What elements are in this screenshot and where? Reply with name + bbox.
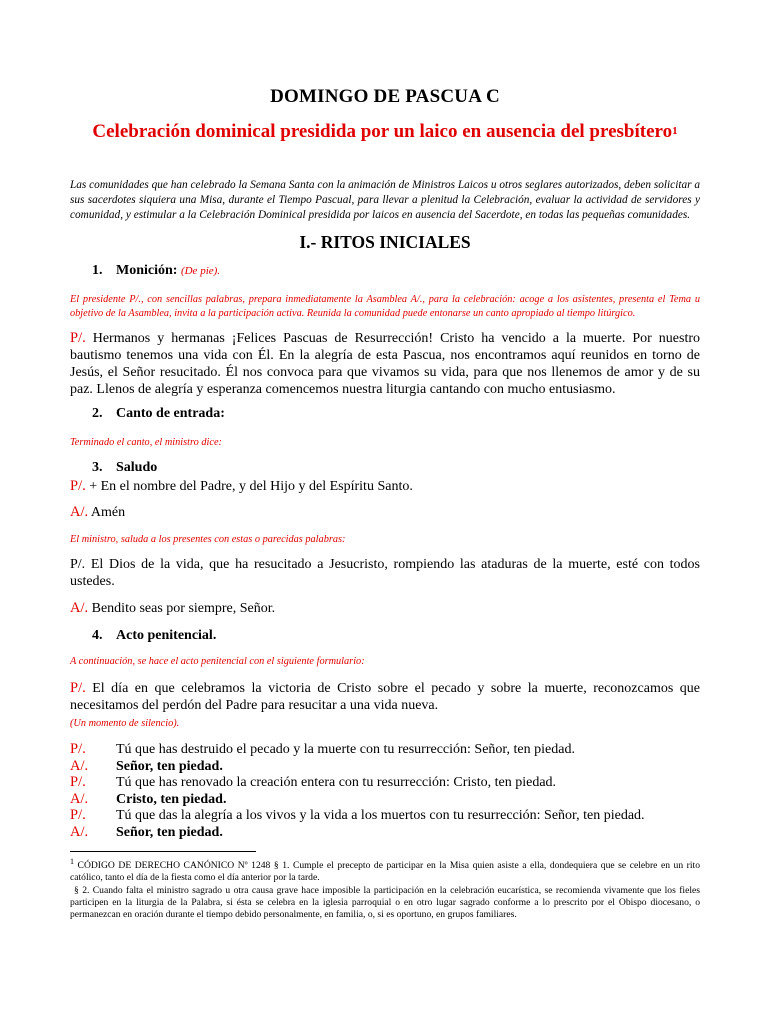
speaker-label: P/. xyxy=(70,741,86,757)
litany-row xyxy=(70,758,700,775)
footnote-paragraph-1 xyxy=(70,856,700,885)
rubric-penitencial: A continuación, se hace el acto penitencial con el siguiente formulario: xyxy=(70,656,365,667)
intro-paragraph: Las comunidades que han celebrado la Semana Santa con la animación de Ministros Laicos u otros seglares autorizados, deben solicitar a sus sacerdotes siquiera una Misa, durante el Tiempo Pascual, para llevar a plenitud la Celebración, evaluar la actividad de servidores y comunidad, y estimular a la Celebración Dominical presidida por laicos en ausencia del Sacerdote, en todas las pequeñas comunidades. xyxy=(70,179,700,221)
speaker-label: P/. xyxy=(70,330,86,346)
footnote-paragraph-2: § 2. Cuando falta el ministro sagrado u otra causa grave hace imposible la participación en la celebración eucarística, se recomienda vivamente que los fieles participen en la liturgia de la Palabra, si ésta se celebra en la iglesia parroquial o en otro lugar sagrado conforme a lo prescrito por el Obispo diocesano, o permanezcan en oración durante el tiempo debido personalmente, en familia, o, si es oportuno, en grupos familiares. xyxy=(70,884,700,921)
item-heading-text: Canto de entrada: xyxy=(116,406,225,421)
litany-response: Señor, ten piedad. xyxy=(116,758,223,774)
litany-text: Tú que has renovado la creación entera con tu resurrección: Cristo, ten piedad. xyxy=(116,775,557,790)
item-heading-colon: : xyxy=(172,263,178,278)
item-heading-text: Saludo xyxy=(116,460,158,475)
item-heading-text: Acto penitencial. xyxy=(116,628,217,643)
footnote-mark: 1 xyxy=(70,857,74,866)
footnote-reference[interactable]: 1 xyxy=(672,125,678,137)
litany-text: Tú que das la alegría a los vivos y la vida a los muertos con tu resurrección: Señor, ten piedad. xyxy=(116,808,645,823)
speaker-label: P/. xyxy=(70,478,86,494)
speaker-label: A/. xyxy=(70,790,89,807)
penitential-litany xyxy=(70,741,700,840)
item-3-heading xyxy=(92,460,157,476)
speaker-label: A/. xyxy=(70,757,89,774)
monicion-text: Hermanos y hermanas ¡Felices Pascuas de Resurrección! Cristo ha vencido a la muerte. Por nuestro bautismo tenemos una vida con Él. En la alegría de esta Pascua, nos encontramos aquí reunidos en torno de Jesús, el Señor resucitado. Él nos convoca para que vivamos su vida, para que nos llenemos de amor y de su paz. Llenos de alegría y esperanza comencemos nuestra liturgia cantando con mucho entusiasmo. xyxy=(70,331,700,397)
speaker-label: A/. xyxy=(70,600,89,616)
litany-row xyxy=(70,791,700,808)
item-number: 4. xyxy=(92,628,103,643)
litany-row xyxy=(70,741,700,758)
saludo-line-2 xyxy=(70,504,700,521)
item-number: 1. xyxy=(92,263,103,278)
footnote xyxy=(70,856,700,922)
saludo-text: + En el nombre del Padre, y del Hijo y del Espíritu Santo. xyxy=(89,479,413,494)
rubric-saludo: El ministro, saluda a los presentes con estas o parecidas palabras: xyxy=(70,534,346,545)
item-note: (De pie). xyxy=(180,265,221,277)
saludo-line-1 xyxy=(70,478,700,495)
silence-rubric: (Un momento de silencio). xyxy=(70,718,180,729)
item-number: 3. xyxy=(92,460,103,475)
item-1-heading xyxy=(92,263,220,279)
litany-row xyxy=(70,824,700,841)
speaker-label: A/. xyxy=(70,823,89,840)
item-2-heading xyxy=(92,406,225,422)
speaker-label: P/. xyxy=(70,680,86,696)
rubric-monicion: El presidente P/., con sencillas palabras, prepara inmediatamente la Asamblea A/., para la celebración: acoge a los asistentes, presenta el Tema u objetivo de la Asamblea, invita a la participación activa. Reunida la comunidad puede entonarse un canto apropiado al tiempo litúrgico. xyxy=(70,294,700,319)
page-subtitle xyxy=(70,120,700,144)
speaker-label: A/. xyxy=(70,504,89,520)
penitencial-text: El día en que celebramos la victoria de Cristo sobre el pecado y sobre la muerte, reconozcamos que necesitamos del perdón del Padre para resucitar a una vida nueva. xyxy=(70,681,701,713)
rubric-canto: Terminado el canto, el ministro dice: xyxy=(70,437,222,448)
item-4-heading xyxy=(92,628,216,644)
footnote-text-1: CÓDIGO DE DERECHO CANÓNICO Nº 1248 § 1. Cumple el precepto de participar en la Misa quien asiste a ella, dondequiera que se celebre en un rito católico, tanto el día de la fiesta como el día anterior por la tarde. xyxy=(70,860,700,884)
section-title: I.- RITOS INICIALES xyxy=(299,232,471,252)
subtitle-text: Celebración dominical presidida por un laico en ausencia del presbítero xyxy=(92,121,673,142)
speaker-label: P/. xyxy=(70,774,86,790)
speaker-label: P/. xyxy=(70,807,86,823)
saludo-response: Amén xyxy=(90,505,126,520)
item-heading-text: Monición xyxy=(116,263,173,278)
penitencial-paragraph xyxy=(70,680,700,732)
litany-text: Tú que has destruido el pecado y la muerte con tu resurrección: Señor, ten piedad. xyxy=(116,742,575,757)
litany-row xyxy=(70,774,700,791)
saludo-greeting: P/. El Dios de la vida, que ha resucitado a Jesucristo, rompiendo las ataduras de la muerte, esté con todos ustedes. xyxy=(70,557,700,589)
litany-response: Señor, ten piedad. xyxy=(116,824,223,840)
page-title: DOMINGO DE PASCUA C xyxy=(270,86,500,107)
footnote-divider xyxy=(70,851,256,852)
litany-row xyxy=(70,807,700,824)
saludo-response-2: Bendito seas por siempre, Señor. xyxy=(91,601,276,616)
litany-response: Cristo, ten piedad. xyxy=(116,791,227,807)
item-number: 2. xyxy=(92,406,103,421)
monicion-paragraph xyxy=(70,330,700,398)
saludo-line-4 xyxy=(70,600,700,617)
